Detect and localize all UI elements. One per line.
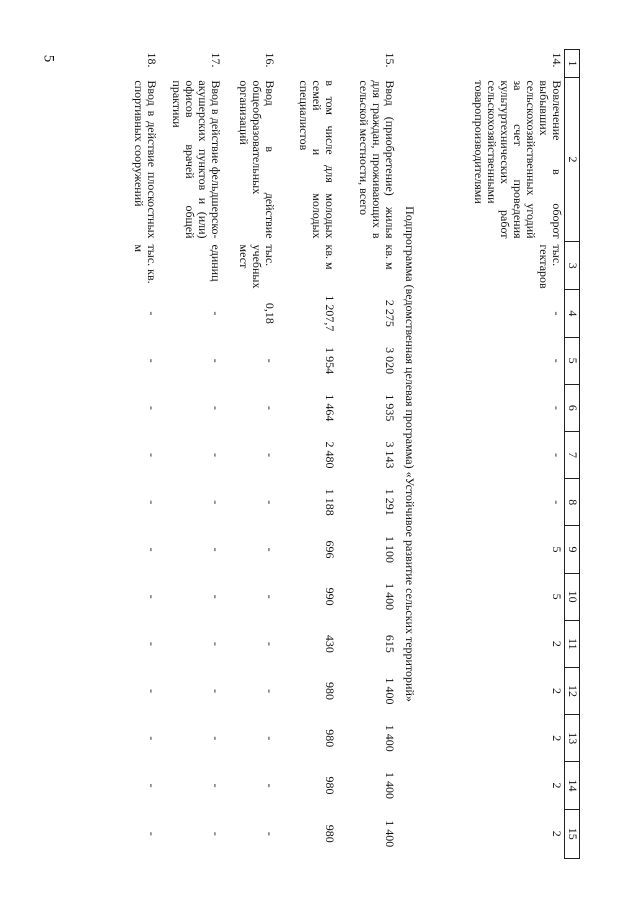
table-row: [277, 50, 337, 859]
row-unit: тыс. кв. м: [132, 244, 159, 284]
section-row: [397, 50, 420, 859]
value-cell: -: [263, 736, 277, 741]
header-cell: 6: [565, 384, 580, 431]
value-cell: 1 100: [383, 535, 397, 563]
value-cell: 1 400: [383, 771, 397, 799]
value-cell: 1 954: [323, 347, 337, 375]
value-cell: -: [263, 689, 277, 694]
row-unit: единиц: [209, 244, 223, 282]
value-cell: -: [145, 736, 159, 741]
value-cell: -: [145, 311, 159, 316]
row-number: 15.: [383, 52, 397, 68]
value-cell: -: [145, 405, 159, 410]
table-row: [223, 50, 277, 859]
header-row: [565, 50, 580, 859]
value-cell: -: [209, 594, 223, 599]
table-header: [565, 50, 580, 859]
value-cell: -: [145, 453, 159, 458]
table-row: [107, 50, 159, 859]
value-cell: -: [209, 689, 223, 694]
header-cell: 8: [565, 479, 580, 526]
value-cell: -: [209, 405, 223, 410]
header-cell: 3: [565, 242, 580, 290]
value-cell: -: [263, 358, 277, 363]
value-cell: 980: [323, 776, 337, 795]
row-name: Ввод в действие общеобразовательных организаций: [237, 80, 277, 239]
value-cell: 2: [550, 640, 564, 647]
value-cell: -: [263, 831, 277, 836]
header-cell: 5: [565, 337, 580, 384]
value-cell: -: [209, 783, 223, 788]
row-number: 17.: [209, 52, 223, 68]
value-cell: 1 291: [383, 488, 397, 516]
header-cell: 12: [565, 667, 580, 714]
row-name: Вовлечение в оборот выбывших сельскохозяйственных угодий за счет проведения культуртехнических работ сельскохозяйственными товаропроизводителями: [472, 80, 564, 239]
table-row: [159, 50, 223, 859]
table-row: [337, 50, 397, 859]
value-cell: 2 275: [383, 299, 397, 327]
value-cell: 1 188: [323, 488, 337, 516]
value-cell: 2 480: [323, 441, 337, 469]
value-cell: 5: [550, 546, 564, 553]
row-unit: тыс. гектаров: [537, 244, 564, 289]
value-cell: 3 020: [383, 347, 397, 375]
row-number: [277, 50, 337, 78]
row-unit: кв. м: [323, 244, 337, 270]
value-cell: -: [550, 500, 564, 505]
header-cell: 15: [565, 809, 580, 858]
value-cell: 1 400: [383, 724, 397, 752]
row-number: 14.: [550, 52, 564, 68]
value-cell: -: [145, 500, 159, 505]
value-cell: -: [145, 831, 159, 836]
value-cell: 1 400: [383, 820, 397, 848]
rotated-table-container: [60, 49, 580, 859]
row-unit: кв. м: [383, 244, 397, 270]
value-cell: -: [263, 783, 277, 788]
value-cell: -: [145, 547, 159, 552]
value-cell: -: [263, 547, 277, 552]
value-cell: -: [263, 500, 277, 505]
value-cell: -: [209, 547, 223, 552]
row-number: 16.: [263, 52, 277, 68]
value-cell: -: [550, 358, 564, 363]
value-cell: 2: [550, 830, 564, 837]
value-cell: 980: [323, 729, 337, 748]
value-cell: -: [209, 641, 223, 646]
row-name: Ввод в действие плоскостных спортивных сооружений: [132, 80, 159, 239]
value-cell: 2: [550, 735, 564, 742]
row-name: в том числе для молодых семей и молодых специалистов: [297, 80, 337, 239]
value-cell: -: [209, 311, 223, 316]
value-cell: 990: [323, 587, 337, 606]
header-cell: 11: [565, 620, 580, 667]
value-cell: -: [263, 641, 277, 646]
header-cell: 1: [565, 50, 580, 78]
value-cell: 1 935: [383, 394, 397, 422]
row-unit: тыс. учебных мест: [237, 244, 277, 289]
value-cell: -: [209, 831, 223, 836]
value-cell: -: [550, 453, 564, 458]
value-cell: 3 143: [383, 441, 397, 469]
value-cell: -: [550, 405, 564, 410]
value-cell: 615: [383, 634, 397, 653]
value-cell: -: [209, 736, 223, 741]
value-cell: -: [263, 405, 277, 410]
value-cell: -: [263, 594, 277, 599]
value-cell: -: [209, 500, 223, 505]
value-cell: 430: [323, 634, 337, 653]
value-cell: -: [145, 358, 159, 363]
header-cell: 4: [565, 290, 580, 337]
value-cell: 2: [550, 782, 564, 789]
indicators-table: [107, 49, 580, 859]
value-cell: 1 464: [323, 394, 337, 422]
row-number: 18.: [145, 52, 159, 68]
value-cell: -: [263, 453, 277, 458]
header-cell: 9: [565, 526, 580, 573]
page-number: 5: [40, 54, 57, 63]
row-name: Ввод в действие фельдшерско-акушерских пунктов и (или) офисов врачей общей практики: [170, 80, 223, 239]
header-cell: 7: [565, 431, 580, 478]
value-cell: 0,18: [263, 302, 277, 324]
header-cell: 13: [565, 715, 580, 762]
value-cell: 1 400: [383, 677, 397, 705]
value-cell: 2: [550, 688, 564, 695]
row-name: Ввод (приобретение) жилья для граждан, проживающих в сельской местности, всего: [357, 80, 397, 239]
value-cell: -: [145, 641, 159, 646]
value-cell: -: [209, 358, 223, 363]
section-title: Подпрограмма (ведомственная целевая программа) «Устойчивое развитие сельских территорий»: [403, 206, 417, 702]
value-cell: 1 400: [383, 583, 397, 611]
value-cell: -: [145, 689, 159, 694]
header-cell: 14: [565, 762, 580, 809]
value-cell: -: [550, 311, 564, 316]
value-cell: 980: [323, 682, 337, 701]
value-cell: -: [145, 594, 159, 599]
value-cell: 5: [550, 593, 564, 600]
value-cell: 696: [323, 540, 337, 559]
value-cell: -: [209, 453, 223, 458]
header-cell: 2: [565, 77, 580, 241]
table-row: [420, 50, 565, 859]
value-cell: 1 207,7: [323, 295, 337, 332]
value-cell: 980: [323, 824, 337, 843]
value-cell: -: [145, 783, 159, 788]
header-cell: 10: [565, 573, 580, 620]
